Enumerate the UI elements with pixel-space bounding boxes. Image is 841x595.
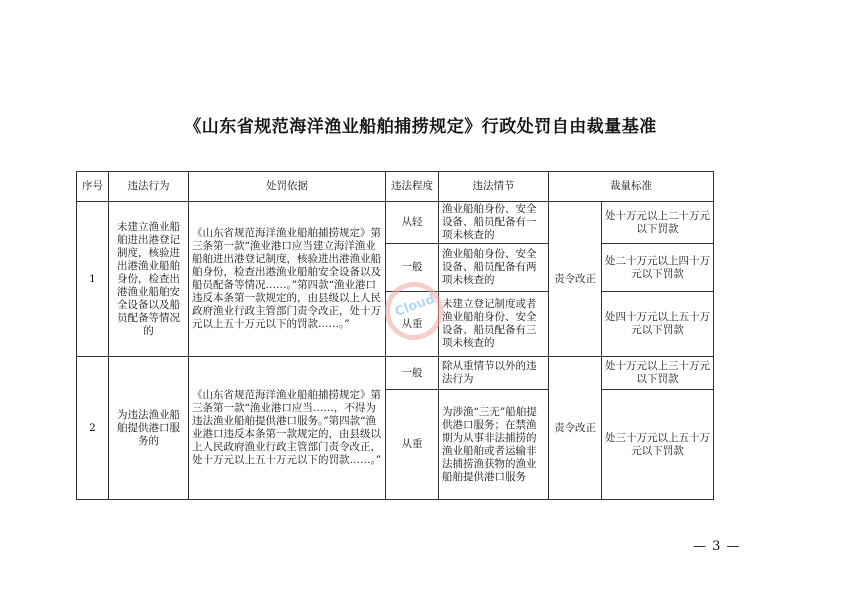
degree-cell: 从重 bbox=[386, 390, 439, 500]
degree-cell: 一般 bbox=[386, 357, 439, 390]
header-circumstance: 违法情节 bbox=[439, 172, 549, 202]
circumstance-cell: 渔业船舶身份、安全设备、船员配备有一项未核查的 bbox=[439, 202, 549, 244]
header-penalty-basis: 处罚依据 bbox=[189, 172, 386, 202]
violation-cell: 未建立渔业船舶进出港登记制度，核验进出港渔业船舶身份，检查出港渔业船舶安全设备以及船员配备等情况的 bbox=[109, 202, 189, 357]
measure-cell: 责令改正 bbox=[549, 202, 602, 357]
header-serial-no: 序号 bbox=[77, 172, 109, 202]
document-title: 《山东省规范海洋渔业船舶捕捞规定》行政处罚自由裁量基准 bbox=[184, 117, 657, 137]
watermark-text: Cloud bbox=[392, 291, 438, 320]
standard-cell: 处四十万元以上五十万元以下罚款 bbox=[602, 292, 714, 357]
page-number: — 3 — bbox=[693, 539, 741, 554]
table-row bbox=[77, 357, 714, 390]
penalty-basis-cell: 《山东省规范海洋渔业船舶捕捞规定》第三条第一款“渔业港口应当建立海洋渔业船舶进出港登记制度，核验进出港渔业船舶身份，检查出港渔业船舶安全设备以及船员配备等情况……。”第四款“渔业港口违反本条第一款规定的，由县级以上人民政府渔业行政主管部门责令改正，处十万元以上五十万元以下的罚款……。” bbox=[189, 202, 386, 357]
degree-cell: 从轻 bbox=[386, 202, 439, 244]
header-degree: 违法程度 bbox=[386, 172, 439, 202]
standard-cell: 处三十万元以上五十万元以下罚款 bbox=[602, 390, 714, 500]
row-serial-no: 1 bbox=[77, 202, 109, 357]
row-serial-no: 2 bbox=[77, 357, 109, 500]
violation-cell: 为违法渔业船舶提供港口服务的 bbox=[109, 357, 189, 500]
circumstance-cell: 为涉渔“三无”船舶提供港口服务；在禁渔期为从事非法捕捞的渔业船舶或者运输非法捕捞渔获物的渔业船舶提供港口服务 bbox=[439, 390, 549, 500]
table-header-row bbox=[77, 172, 714, 202]
header-violation: 违法行为 bbox=[109, 172, 189, 202]
measure-cell: 责令改正 bbox=[549, 357, 602, 500]
header-discretion-standard: 裁量标准 bbox=[549, 172, 714, 202]
circumstance-cell: 渔业船舶身份、安全设备、船员配备有两项未核查的 bbox=[439, 244, 549, 292]
standard-cell: 处二十万元以上四十万元以下罚款 bbox=[602, 244, 714, 292]
table-row bbox=[77, 202, 714, 244]
degree-cell: 从重 bbox=[386, 292, 439, 357]
circumstance-cell: 除从重情节以外的违法行为 bbox=[439, 357, 549, 390]
discretion-standard-table bbox=[76, 171, 714, 500]
standard-cell: 处十万元以上二十万元以下罚款 bbox=[602, 202, 714, 244]
degree-cell: 一般 bbox=[386, 244, 439, 292]
penalty-basis-cell: 《山东省规范海洋渔业船舶捕捞规定》第三条第一款“渔业港口应当……，不得为违法渔业船舶提供港口服务。”第四款“渔业港口违反本条第一款规定的，由县级以上人民政府渔业行政主管部门责令改正，处十万元以上五十万元以下的罚款……。” bbox=[189, 357, 386, 500]
circumstance-cell: 未建立登记制度或者渔业船舶身份、安全设备、船员配备有三项未核查的 bbox=[439, 292, 549, 357]
standard-cell: 处十万元以上三十万元以下罚款 bbox=[602, 357, 714, 390]
